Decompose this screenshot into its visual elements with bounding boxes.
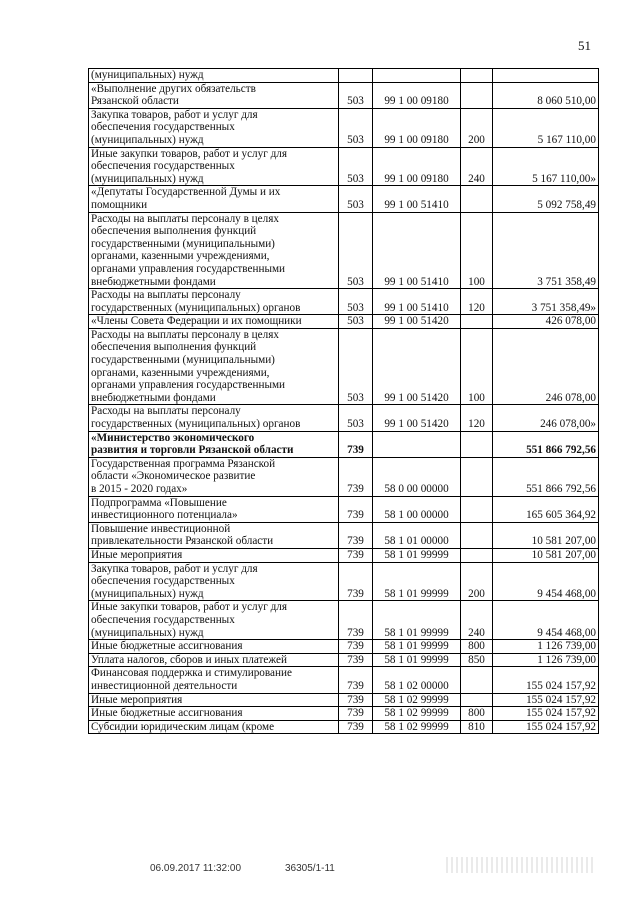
row-target-article-cell: 99 1 00 51420 [373, 405, 461, 431]
row-name-cell: Уплата налогов, сборов и иных платежей [89, 653, 339, 667]
table-row [89, 720, 599, 734]
row-section-cell: 503 [339, 147, 373, 186]
row-name-cell: Закупка товаров, работ и услуг для обеспечения государственных (муниципальных) нужд [89, 108, 339, 147]
row-expense-type-cell [461, 69, 493, 83]
row-expense-type-cell [461, 522, 493, 548]
row-amount-cell: 155 024 157,92 [493, 707, 599, 721]
row-target-article-cell: 58 0 00 00000 [373, 457, 461, 496]
row-name-cell: «Выполнение других обязательств Рязанской области [89, 82, 339, 108]
row-target-article-cell: 58 1 01 99999 [373, 640, 461, 654]
row-amount-cell: 155 024 157,92 [493, 693, 599, 707]
row-target-article-cell [373, 431, 461, 457]
table-row [89, 693, 599, 707]
page-number: 51 [578, 38, 591, 53]
row-target-article-cell: 58 1 02 99999 [373, 720, 461, 734]
row-name-cell: Финансовая поддержка и стимулирование инвестиционной деятельности [89, 667, 339, 693]
row-amount-cell: 8 060 510,00 [493, 82, 599, 108]
row-section-cell: 739 [339, 431, 373, 457]
table-row [89, 653, 599, 667]
row-expense-type-cell [461, 548, 493, 562]
footer-doc-code: 36305/1-11 [285, 863, 335, 874]
row-target-article-cell: 99 1 00 51410 [373, 186, 461, 212]
row-name-cell: Иные мероприятия [89, 693, 339, 707]
row-target-article-cell: 58 1 01 99999 [373, 562, 461, 601]
row-section-cell: 739 [339, 667, 373, 693]
row-amount-cell: 10 581 207,00 [493, 522, 599, 548]
row-amount-cell: 426 078,00 [493, 315, 599, 329]
row-amount-cell: 3 751 358,49 [493, 212, 599, 289]
row-amount-cell: 10 581 207,00 [493, 548, 599, 562]
row-section-cell: 503 [339, 212, 373, 289]
row-amount-cell: 551 866 792,56 [493, 431, 599, 457]
row-target-article-cell: 58 1 00 00000 [373, 496, 461, 522]
row-target-article-cell: 58 1 01 00000 [373, 522, 461, 548]
row-section-cell: 739 [339, 601, 373, 640]
row-name-cell: Иные закупки товаров, работ и услуг для обеспечения государственных (муниципальных) нужд [89, 601, 339, 640]
row-name-cell: Иные мероприятия [89, 548, 339, 562]
row-section-cell: 739 [339, 693, 373, 707]
row-name-cell: Закупка товаров, работ и услуг для обеспечения государственных (муниципальных) нужд [89, 562, 339, 601]
table-row [89, 640, 599, 654]
row-section-cell: 739 [339, 653, 373, 667]
row-section-cell: 739 [339, 548, 373, 562]
table-row [89, 522, 599, 548]
row-section-cell: 739 [339, 640, 373, 654]
row-expense-type-cell [461, 457, 493, 496]
row-target-article-cell: 58 1 02 00000 [373, 667, 461, 693]
row-amount-cell: 5 167 110,00 [493, 108, 599, 147]
scan-stamp-smudge [446, 857, 596, 873]
row-amount-cell: 246 078,00» [493, 405, 599, 431]
row-expense-type-cell [461, 496, 493, 522]
row-section-cell: 739 [339, 707, 373, 721]
row-section-cell: 739 [339, 562, 373, 601]
table-row [89, 147, 599, 186]
row-amount-cell: 551 866 792,56 [493, 457, 599, 496]
row-expense-type-cell [461, 315, 493, 329]
row-target-article-cell: 99 1 00 51420 [373, 328, 461, 405]
row-target-article-cell: 99 1 00 51410 [373, 289, 461, 315]
row-section-cell: 739 [339, 496, 373, 522]
row-section-cell: 503 [339, 315, 373, 329]
row-name-cell: «Члены Совета Федерации и их помощники [89, 315, 339, 329]
row-section-cell: 503 [339, 108, 373, 147]
row-section-cell: 503 [339, 82, 373, 108]
row-name-cell: Повышение инвестиционной привлекательности Рязанской области [89, 522, 339, 548]
table-row [89, 328, 599, 405]
row-expense-type-cell: 200 [461, 108, 493, 147]
table-row [89, 108, 599, 147]
row-name-cell: Государственная программа Рязанской области «Экономическое развитие в 2015 - 2020 годах» [89, 457, 339, 496]
row-section-cell: 503 [339, 328, 373, 405]
row-section-cell: 503 [339, 289, 373, 315]
row-name-cell: Иные закупки товаров, работ и услуг для обеспечения государственных (муниципальных) нужд [89, 147, 339, 186]
row-expense-type-cell: 240 [461, 147, 493, 186]
budget-table [88, 68, 599, 734]
row-name-cell: «Министерство экономического развития и торговли Рязанской области [89, 431, 339, 457]
row-name-cell: Расходы на выплаты персоналу государственных (муниципальных) органов [89, 405, 339, 431]
row-expense-type-cell: 100 [461, 212, 493, 289]
row-section-cell: 739 [339, 457, 373, 496]
row-amount-cell: 246 078,00 [493, 328, 599, 405]
row-amount-cell [493, 69, 599, 83]
row-expense-type-cell: 240 [461, 601, 493, 640]
row-target-article-cell [373, 69, 461, 83]
footer-datetime: 06.09.2017 11:32:00 [150, 863, 242, 874]
row-name-cell: Расходы на выплаты персоналу в целях обеспечения выполнения функций государственными (муниципальными) органами, казенными учреждениями, органами управления государственными внебюджетными фондами [89, 328, 339, 405]
row-section-cell: 739 [339, 720, 373, 734]
row-expense-type-cell [461, 186, 493, 212]
row-amount-cell: 9 454 468,00 [493, 601, 599, 640]
row-name-cell: Иные бюджетные ассигнования [89, 640, 339, 654]
row-section-cell: 739 [339, 522, 373, 548]
row-target-article-cell: 58 1 02 99999 [373, 707, 461, 721]
row-target-article-cell: 99 1 00 09180 [373, 147, 461, 186]
table-row [89, 405, 599, 431]
row-target-article-cell: 99 1 00 51420 [373, 315, 461, 329]
row-expense-type-cell: 120 [461, 405, 493, 431]
row-expense-type-cell: 800 [461, 640, 493, 654]
row-expense-type-cell: 100 [461, 328, 493, 405]
row-section-cell: 503 [339, 186, 373, 212]
row-expense-type-cell: 850 [461, 653, 493, 667]
table-row [89, 289, 599, 315]
row-target-article-cell: 58 1 01 99999 [373, 601, 461, 640]
row-expense-type-cell [461, 431, 493, 457]
row-amount-cell: 155 024 157,92 [493, 667, 599, 693]
row-expense-type-cell [461, 82, 493, 108]
row-target-article-cell: 58 1 01 99999 [373, 653, 461, 667]
table-row [89, 707, 599, 721]
row-name-cell: Иные бюджетные ассигнования [89, 707, 339, 721]
table-row [89, 457, 599, 496]
row-amount-cell: 3 751 358,49» [493, 289, 599, 315]
row-amount-cell: 5 092 758,49 [493, 186, 599, 212]
row-target-article-cell: 99 1 00 09180 [373, 108, 461, 147]
row-name-cell: «Депутаты Государственной Думы и их помощники [89, 186, 339, 212]
row-name-cell: (муниципальных) нужд [89, 69, 339, 83]
table-row [89, 186, 599, 212]
table-row [89, 212, 599, 289]
row-expense-type-cell: 810 [461, 720, 493, 734]
table-row [89, 431, 599, 457]
row-target-article-cell: 58 1 02 99999 [373, 693, 461, 707]
row-section-cell [339, 69, 373, 83]
row-expense-type-cell [461, 693, 493, 707]
row-amount-cell: 165 605 364,92 [493, 496, 599, 522]
row-amount-cell: 5 167 110,00» [493, 147, 599, 186]
row-name-cell: Субсидии юридическим лицам (кроме [89, 720, 339, 734]
table-row [89, 601, 599, 640]
row-expense-type-cell: 800 [461, 707, 493, 721]
row-section-cell: 503 [339, 405, 373, 431]
table-row [89, 548, 599, 562]
row-amount-cell: 155 024 157,92 [493, 720, 599, 734]
table-row [89, 667, 599, 693]
table-row [89, 82, 599, 108]
budget-table-body [89, 69, 599, 734]
row-expense-type-cell [461, 667, 493, 693]
row-amount-cell: 1 126 739,00 [493, 640, 599, 654]
row-name-cell: Подпрограмма «Повышение инвестиционного потенциала» [89, 496, 339, 522]
row-amount-cell: 9 454 468,00 [493, 562, 599, 601]
row-target-article-cell: 99 1 00 09180 [373, 82, 461, 108]
table-row [89, 562, 599, 601]
row-target-article-cell: 58 1 01 99999 [373, 548, 461, 562]
table-row [89, 315, 599, 329]
row-name-cell: Расходы на выплаты персоналу в целях обеспечения выполнения функций государственными (муниципальными) органами, казенными учреждениями, органами управления государственными внебюджетными фондами [89, 212, 339, 289]
row-expense-type-cell: 120 [461, 289, 493, 315]
table-row [89, 496, 599, 522]
row-expense-type-cell: 200 [461, 562, 493, 601]
row-target-article-cell: 99 1 00 51410 [373, 212, 461, 289]
row-name-cell: Расходы на выплаты персоналу государственных (муниципальных) органов [89, 289, 339, 315]
row-amount-cell: 1 126 739,00 [493, 653, 599, 667]
table-row [89, 69, 599, 83]
